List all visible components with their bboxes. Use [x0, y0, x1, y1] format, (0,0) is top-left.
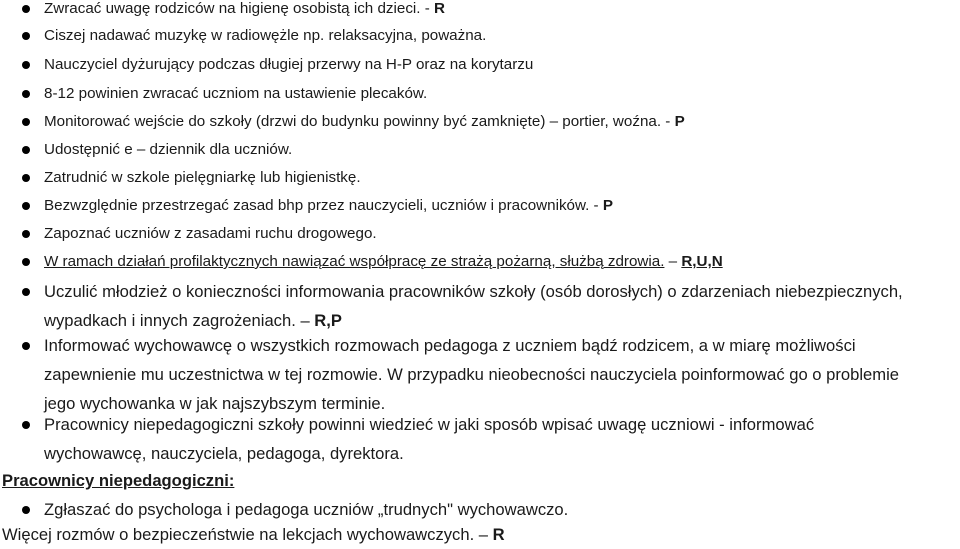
- list-item: [44, 277, 956, 335]
- bullet-icon: [22, 146, 30, 154]
- list-item-line: zapewnienie mu uczestnictwa w tej rozmowie. W przypadku nieobecności nauczyciela poinformować go o problemie: [44, 365, 899, 384]
- responsibility-tag: P: [674, 113, 685, 130]
- responsibility-tag: R,U,N: [681, 253, 723, 270]
- list-item-text: Ciszej nadawać muzykę w radiowężle np. relaksacyjna, poważna.: [44, 27, 487, 44]
- list-item-text: Nauczyciel dyżurujący podczas długiej przerwy na H-P oraz na korytarzu: [44, 56, 534, 73]
- dash-separator: –: [474, 525, 493, 544]
- responsibility-tag: R: [492, 525, 505, 544]
- list-item-text: Zgłaszać do psychologa i pedagoga uczniów „trudnych" wychowawczo.: [44, 500, 569, 519]
- responsibility-tag: R: [434, 0, 445, 17]
- list-item: [44, 0, 956, 21]
- list-item: [44, 250, 956, 274]
- list-item: [44, 24, 956, 48]
- bullet-icon: [22, 230, 30, 238]
- list-item: [44, 138, 956, 162]
- list-item-line: jego wychowanka w jak najszybszym terminie.: [44, 394, 386, 413]
- bullet-icon: [22, 506, 30, 514]
- list-item-text: Udostępnić e – dziennik dla uczniów.: [44, 141, 293, 158]
- bullet-icon: [22, 5, 30, 13]
- dash-separator: –: [664, 253, 682, 270]
- list-item-text: Zwracać uwagę rodziców na higienę osobistą ich dzieci. -: [44, 0, 435, 17]
- list-item-text: W ramach działań profilaktycznych nawiązać współpracę ze strażą pożarną, służbą zdrowia.: [44, 253, 665, 270]
- section-heading: Pracownicy niepedagogiczni:: [2, 471, 235, 490]
- list-item-line-text: wypadkach i innych zagrożeniach.: [44, 311, 296, 330]
- list-item-line: Uczulić młodzież o konieczności informowania pracowników szkoły (osób dorosłych) o zdarzeniach niebezpiecznych,: [44, 282, 903, 301]
- responsibility-tag: R,P: [314, 311, 342, 330]
- list-item: [44, 53, 956, 77]
- responsibility-tag: P: [602, 197, 613, 214]
- list-item: [44, 166, 956, 190]
- bullet-icon: [22, 288, 30, 296]
- dash-separator: –: [295, 311, 315, 330]
- list-item: [44, 82, 956, 106]
- bullet-icon: [22, 174, 30, 182]
- bullet-icon: [22, 202, 30, 210]
- bullet-icon: [22, 90, 30, 98]
- list-item-text: Bezwzględnie przestrzegać zasad bhp przez nauczycieli, uczniów i pracowników. -: [44, 197, 603, 214]
- bullet-icon: [22, 258, 30, 266]
- list-item: [44, 194, 956, 218]
- bullet-icon: [22, 421, 30, 429]
- bullet-icon: [22, 118, 30, 126]
- list-item-text: 8-12 powinien zwracać uczniom na ustawienie plecaków.: [44, 85, 428, 102]
- bullet-icon: [22, 61, 30, 69]
- list-item-text: Zatrudnić w szkole pielęgniarkę lub higienistkę.: [44, 169, 361, 186]
- list-item-text: Zapoznać uczniów z zasadami ruchu drogowego.: [44, 225, 377, 242]
- list-item-line: Pracownicy niepedagogiczni szkoły powinni wiedzieć w jaki sposób wpisać uwagę uczniowi - informować: [44, 415, 815, 434]
- list-item: [44, 222, 956, 246]
- footer-text: Więcej rozmów o bezpieczeństwie na lekcjach wychowawczych.: [2, 525, 475, 544]
- list-item-line: Informować wychowawcę o wszystkich rozmowach pedagoga z uczniem bądź rodzicem, a w miarę możliwości: [44, 336, 856, 355]
- list-item-line: wychowawcę, nauczyciela, pedagoga, dyrektora.: [44, 444, 404, 463]
- bullet-icon: [22, 342, 30, 350]
- bullet-icon: [22, 32, 30, 40]
- list-item: [44, 110, 956, 134]
- list-item-text: Monitorować wejście do szkoły (drzwi do budynku powinny być zamknięte) – portier, woźna. -: [44, 113, 675, 130]
- list-item: [44, 410, 956, 468]
- footer-line: [2, 520, 505, 549]
- list-item: [44, 331, 956, 418]
